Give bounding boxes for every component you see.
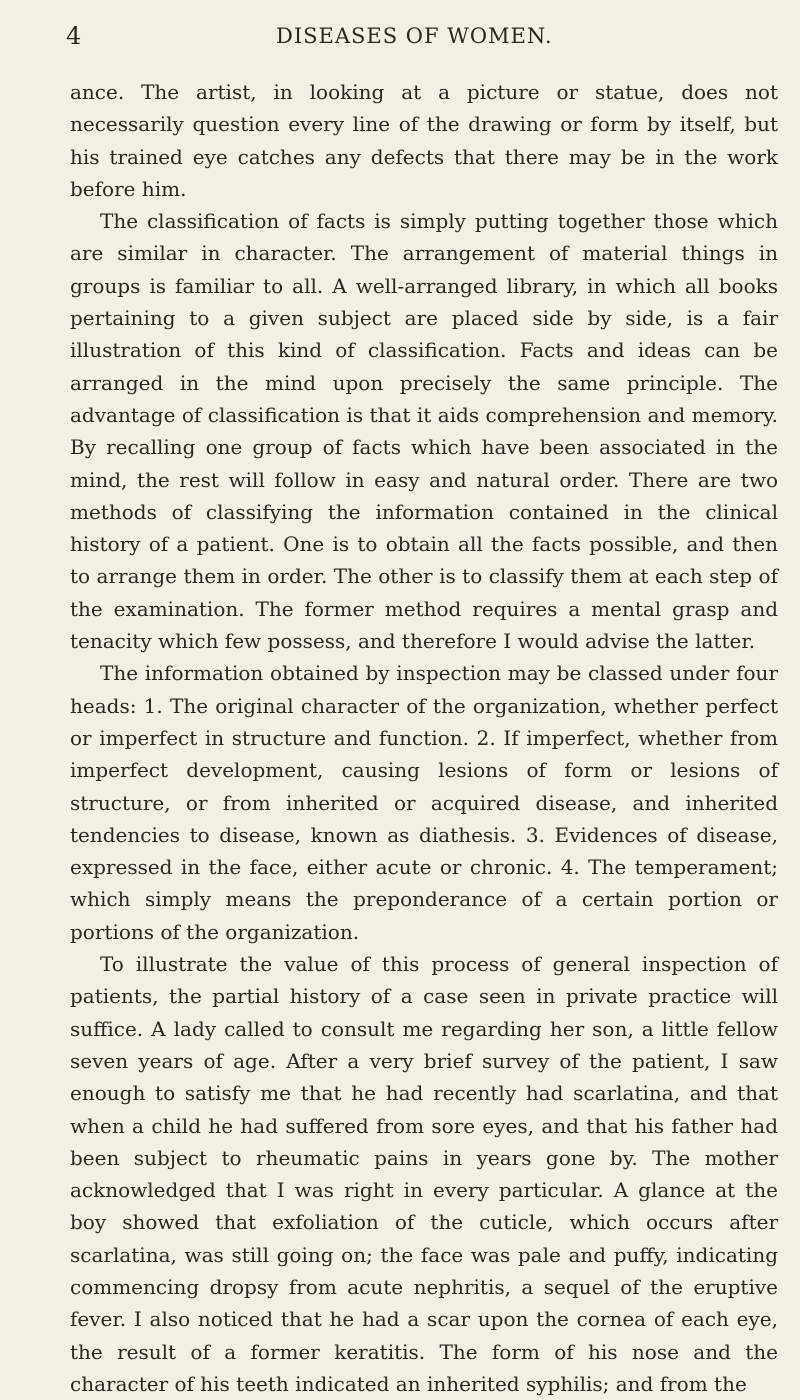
paragraph-case-illustration: To illustrate the value of this process of general inspection of patients, the partial history of a case seen in private practice will suffice. A lady called to consult me regarding her son, a little fellow seven years of age. After a very brief survey of the patient, I saw enough to satisfy me that he had recently had scarlatina, and that when a child he had suffered from sore eyes, and that his father had been subject to rheumatic pains in years gone by. The mother acknowledged that I was right in every particular. A glance at the boy showed that exfoliation of the cuticle, which occurs after scarlatina, was still going on; the face was pale and puffy, indicating commencing dropsy from acute nephritis, a sequel of the eruptive fever. I also noticed that he had a scar upon the cornea of each eye, the result of a former keratitis. The form of his nose and the character of his teeth indicated an inherited syphilis; and from the xyxy=(70,952,778,1396)
paragraph-four-heads: The information obtained by inspection may be classed under four heads: 1. The original character of the organization, whether perfect or imperfect in structure and function. 2. If imperfect, whether from imperfect development, causing lesions of form or lesions of structure, or from inherited or acquired disease, and inherited tendencies to disease, known as diathesis. 3. Evidences of disease, expressed in the face, either acute or chronic. 4. The temperament; which simply means the preponderance of a certain portion or portions of the organization. xyxy=(70,661,778,944)
body-text xyxy=(70,76,778,1400)
paragraph-continuation: ance. The artist, in looking at a picture or statue, does not necessarily question every line of the drawing or form by itself, but his trained eye catches any defects that there may be in the work before him. xyxy=(70,80,778,201)
page-number: 4 xyxy=(66,22,82,50)
running-title: DISEASES OF WOMEN. xyxy=(276,24,553,48)
running-head xyxy=(66,22,766,56)
paragraph-classification: The classification of facts is simply putting together those which are similar in character. The arrangement of material things in groups is familiar to all. A well-arranged library, in which all books pertaining to a given subject are placed side by side, is a fair illustration of this kind of classification. Facts and ideas can be arranged in the mind upon precisely the same principle. The advantage of classification is that it aids comprehension and memory. By recalling one group of facts which have been associated in the mind, the rest will follow in easy and natural order. There are two methods of classifying the information contained in the clinical history of a patient. One is to obtain all the facts possible, and then to arrange them in order. The other is to classify them at each step of the examination. The former method requires a mental grasp and tenacity which few possess, and therefore I would advise the latter. xyxy=(70,209,778,654)
